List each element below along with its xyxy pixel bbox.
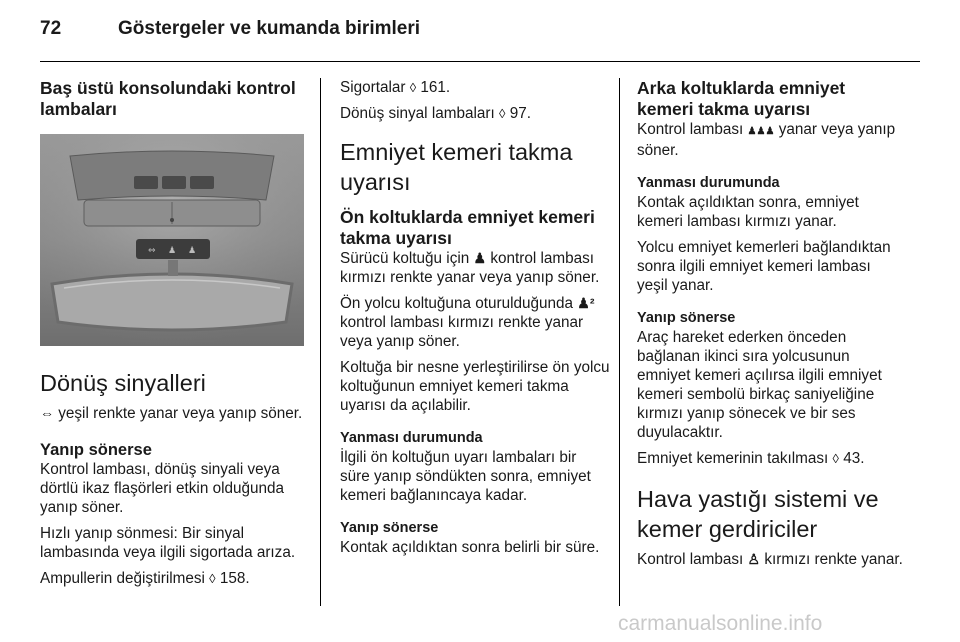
column-3 bbox=[637, 78, 905, 576]
page-header-title: Göstergeler ve kumanda birimleri bbox=[118, 18, 421, 39]
page-reference-icon: ◊ bbox=[832, 451, 839, 466]
blinking-subheading: Yanıp sönerse bbox=[340, 520, 439, 536]
turn-signal-icon: ⇔ bbox=[40, 405, 54, 421]
page-reference: 158. bbox=[219, 570, 250, 587]
body-paragraph: Araç hareket ederken önceden bağlanan ikinci sıra yolcusunun emniyet kemeri açılırsa ilgili emniyet kemeri sembolü birkaç saniyeliğine kırmızı yanıp sönecek ve bir ses duyulacaktır. bbox=[637, 329, 882, 441]
turn-signal-title: Dönüş sinyalleri bbox=[40, 370, 206, 396]
header-rule bbox=[40, 61, 920, 62]
front-seatbelt-subheading: Ön koltuklarda emniyet kemeri takma uyarısı bbox=[340, 207, 595, 248]
body-paragraph: Kontrol lambası ♙ kırmızı renkte yanar. bbox=[637, 551, 903, 568]
overhead-console-photo bbox=[40, 134, 304, 346]
body-paragraph: Sigortalar ◊ 161. bbox=[340, 79, 451, 96]
page-reference: 43. bbox=[843, 450, 865, 467]
ignition-subheading: Yanması durumunda bbox=[340, 430, 483, 446]
seatbelt-reminder-title: Emniyet kemeri takma uyarısı bbox=[340, 139, 573, 195]
column-1 bbox=[40, 78, 308, 595]
airbag-title: Hava yastığı sistemi ve kemer gerdiriciler bbox=[637, 486, 879, 542]
rear-seatbelt-icon: ♟♟♟ bbox=[747, 126, 775, 137]
ignition-subheading: Yanması durumunda bbox=[637, 175, 780, 191]
overhead-console-heading: Baş üstü konsolundaki kontrol lambaları bbox=[40, 78, 296, 119]
airbag-icon: ♙ bbox=[747, 551, 761, 567]
body-paragraph: Kontrol lambası, dönüş sinyali veya dörtlü ikaz flaşörleri etkin olduğunda yanıp söner. bbox=[40, 461, 285, 516]
body-paragraph: Kontak açıldıktan sonra, emniyet kemeri lambası kırmızı yanar. bbox=[637, 194, 859, 230]
blinking-subheading: Yanıp sönerse bbox=[637, 310, 736, 326]
page-number: 72 bbox=[40, 18, 62, 39]
body-paragraph: Kontrol lambası ♟♟♟ yanar veya yanıp söner. bbox=[637, 121, 896, 159]
body-paragraph: Emniyet kemerinin takılması ◊ 43. bbox=[637, 450, 865, 467]
body-paragraph: Sürücü koltuğu için ♟ kontrol lambası kırmızı renkte yanar veya yanıp söner. bbox=[340, 250, 600, 286]
page-reference-icon: ◊ bbox=[409, 80, 417, 95]
page-reference: 97. bbox=[509, 105, 531, 122]
page-reference-icon: ◊ bbox=[209, 571, 216, 586]
rear-seatbelt-heading: Arka koltuklarda emniyet kemeri takma uyarısı bbox=[637, 78, 846, 119]
body-paragraph: Dönüş sinyal lambaları ◊ 97. bbox=[340, 105, 531, 122]
turn-signal-paragraph: ⇔ yeşil renkte yanar veya yanıp söner. bbox=[40, 405, 303, 422]
seatbelt-icon: ♟ bbox=[473, 250, 487, 266]
svg-text:♟: ♟ bbox=[188, 246, 197, 256]
body-paragraph: Hızlı yanıp sönmesi: Bir sinyal lambasında veya ilgili sigortada arıza. bbox=[40, 525, 296, 561]
blinking-subheading: Yanıp sönerse bbox=[40, 441, 152, 459]
page-header bbox=[40, 18, 420, 40]
body-paragraph: Ampullerin değiştirilmesi ◊ 158. bbox=[40, 570, 250, 587]
svg-text:♟: ♟ bbox=[168, 246, 177, 256]
body-paragraph: Kontak açıldıktan sonra belirli bir süre. bbox=[340, 539, 600, 556]
page-reference-icon: ◊ bbox=[499, 106, 506, 121]
column-divider bbox=[320, 78, 321, 606]
watermark: carmanualsonline.info bbox=[618, 612, 823, 635]
body-paragraph: Koltuğa bir nesne yerleştirilirse ön yolcu koltuğunun emniyet kemeri takma uyarısı da açılabilir. bbox=[340, 359, 610, 414]
passenger-seatbelt-icon: ♟² bbox=[577, 295, 595, 311]
column-divider bbox=[619, 78, 620, 606]
body-paragraph: Yolcu emniyet kemerleri bağlandıktan sonra ilgili emniyet kemeri lambası yeşil yanar. bbox=[637, 239, 891, 294]
svg-text:⇔: ⇔ bbox=[148, 246, 156, 256]
column-2 bbox=[340, 78, 610, 564]
body-paragraph: Ön yolcu koltuğuna oturulduğunda ♟² kontrol lambası kırmızı renkte yanar veya yanıp söner. bbox=[340, 295, 595, 350]
body-paragraph: İlgili ön koltuğun uyarı lambaları bir süre yanıp söndükten sonra, emniyet kemeri bağlanıncaya kadar. bbox=[340, 449, 591, 504]
page-reference: 161. bbox=[420, 79, 451, 96]
